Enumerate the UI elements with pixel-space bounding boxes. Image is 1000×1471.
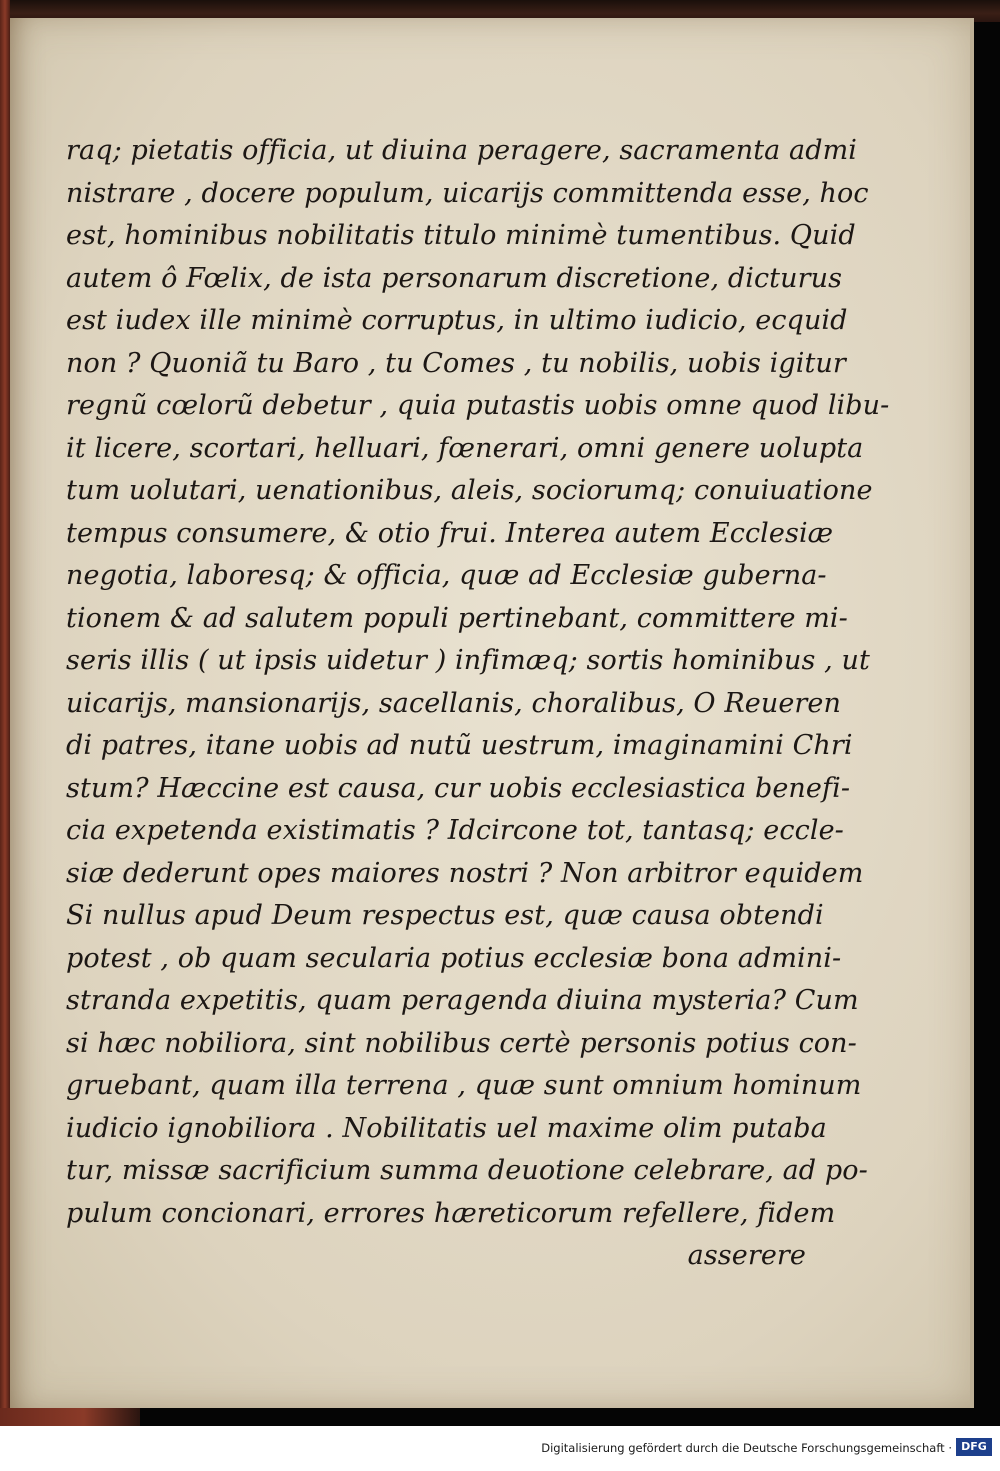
- text-line: est, hominibus nobilitatis titulo minimè tumentibus. Quid: [66, 220, 856, 251]
- page-text-block: [66, 130, 890, 1278]
- text-line: potest , ob quam secularia potius ecclesiæ bona admini-: [66, 942, 842, 974]
- text-line: si hæc nobiliora, sint nobilibus certè personis potius con-: [66, 1027, 857, 1059]
- text-line: uicarijs, mansionarijs, sacellanis, choralibus, O Reueren: [66, 687, 842, 719]
- text-line: seris illis ( ut ipsis uidetur ) infimæq; sortis hominibus , ut: [66, 645, 870, 676]
- text-line: est iudex ille minimè corruptus, in ultimo iudicio, ecquid: [66, 305, 848, 336]
- text-line: gruebant, quam illa terrena , quæ sunt omnium hominum: [66, 1070, 862, 1101]
- dfg-logo[interactable]: DFG: [956, 1438, 992, 1456]
- funding-credit-text: Digitalisierung gefördert durch die Deutsche Forschungsgemeinschaft ·: [541, 1441, 952, 1455]
- catchword: asserere: [687, 1240, 806, 1271]
- text-line: siæ dederunt opes maiores nostri ? Non arbitror equidem: [66, 857, 864, 889]
- text-line: negotia, laboresq; & officia, quæ ad Ecclesiæ guberna-: [66, 560, 827, 591]
- text-line: Si nullus apud Deum respectus est, quæ causa obtendi: [66, 900, 824, 931]
- text-line: non ? Quoniã tu Baro , tu Comes , tu nobilis, uobis igitur: [66, 347, 846, 379]
- text-line: stranda expetitis, quam peragenda diuina mysteria? Cum: [66, 985, 859, 1016]
- text-line: tionem & ad salutem populi pertinebant, committere mi-: [66, 602, 848, 634]
- text-line: tum uolutari, uenationibus, aleis, sociorumq; conuiuatione: [66, 475, 873, 506]
- scanned-page: [10, 18, 974, 1408]
- text-line: cia expetenda existimatis ? Idcircone tot, tantasq; eccle-: [66, 815, 844, 846]
- text-line: iudicio ignobiliora . Nobilitatis uel maxime olim putaba: [66, 1112, 827, 1144]
- text-line: regnũ cœlorũ debetur , quia putastis uobis omne quod libu-: [66, 390, 890, 421]
- book-edge-bottom: [0, 1408, 140, 1426]
- text-line: stum? Hæccine est causa, cur uobis ecclesiastica benefi-: [66, 772, 851, 804]
- funding-footer: [0, 1426, 1000, 1471]
- text-line: tur, missæ sacrificium summa deuotione celebrare, ad po-: [66, 1155, 868, 1186]
- text-line: pulum concionari, errores hæreticorum refellere, fidem: [66, 1197, 836, 1229]
- text-line: it licere, scortari, helluari, fœnerari, omni genere uolupta: [66, 432, 864, 464]
- book-spine-edge: [0, 0, 10, 1430]
- text-line: di patres, itane uobis ad nutũ uestrum, imaginamini Chri: [66, 730, 853, 761]
- text-line: tempus consumere, & otio frui. Interea autem Ecclesiæ: [66, 517, 834, 549]
- text-line: nistrare , docere populum, uicarijs committenda esse, hoc: [66, 177, 869, 209]
- text-line: autem ô Fœlix, de ista personarum discretione, dicturus: [66, 262, 843, 294]
- text-line: raq; pietatis officia, ut diuina peragere, sacramenta admi: [66, 135, 858, 166]
